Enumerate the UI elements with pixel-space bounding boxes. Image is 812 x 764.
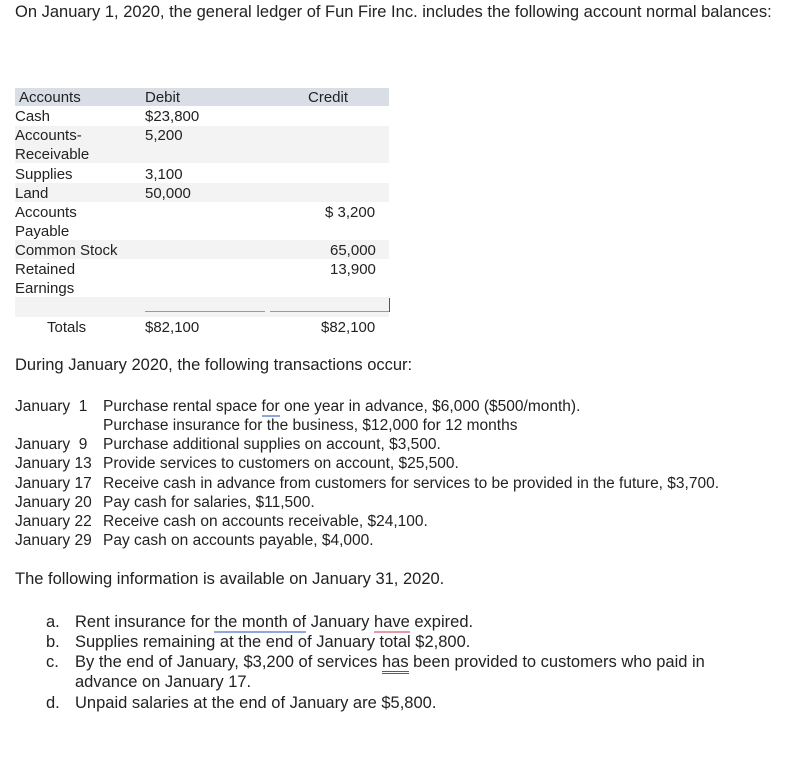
grammar-underline: has (382, 653, 409, 674)
credit-value: 13,900 (330, 261, 376, 278)
intro-paragraph: On January 1, 2020, the general ledger of Fun Fire Inc. includes the following account normal balances: (15, 3, 772, 21)
transactions-intro: During January 2020, the following transactions occur: (15, 356, 413, 374)
transaction-date: January 1 (15, 398, 88, 415)
credit-value: $ 3,200 (325, 204, 376, 221)
account-name-line2: Receivable (15, 146, 90, 163)
info-intro: The following information is available on January 31, 2020. (15, 570, 445, 588)
header-accounts: Accounts (19, 89, 81, 106)
row-band (15, 297, 389, 317)
account-name: Supplies (15, 166, 73, 183)
credit-total: $82,100 (321, 319, 376, 336)
transaction-date: January 29 (15, 532, 92, 549)
header-credit: Credit (308, 89, 349, 106)
credit-value: 65,000 (330, 242, 376, 259)
account-name: Land (15, 185, 49, 202)
transaction-date: January 13 (15, 455, 92, 472)
transaction-text: Provide services to customers on account, $25,500. (103, 455, 459, 472)
account-name-line2: Payable (15, 223, 70, 240)
account-name-line2: Earnings (15, 280, 75, 297)
account-name: Cash (15, 108, 51, 125)
account-name: Common Stock (15, 242, 118, 259)
list-marker: c. (46, 653, 59, 671)
account-name: Retained (15, 261, 76, 278)
transaction-text: Pay cash on accounts payable, $4,000. (103, 532, 374, 549)
transaction-text: Receive cash on accounts receivable, $24,100. (103, 513, 428, 530)
debit-value: 50,000 (145, 185, 191, 202)
list-marker: b. (46, 633, 60, 651)
cursor-mark (389, 298, 390, 312)
adjustment-text: Unpaid salaries at the end of January are $5,800. (75, 694, 437, 712)
debit-total: $82,100 (145, 319, 200, 336)
row-band (15, 183, 389, 202)
transaction-date: January 22 (15, 513, 92, 530)
credit-total-rule (270, 311, 390, 312)
spelling-underline: have (374, 613, 410, 631)
debit-value: 3,100 (145, 166, 183, 183)
debit-value: 5,200 (145, 127, 183, 144)
transaction-date: January 9 (15, 436, 88, 453)
list-marker: a. (46, 613, 60, 631)
grammar-underline: for (261, 398, 280, 415)
list-marker: d. (46, 694, 60, 712)
transaction-text: Pay cash for salaries, $11,500. (103, 494, 315, 511)
totals-label: Totals (47, 319, 87, 336)
account-name: Accounts (15, 204, 77, 221)
adjustment-text: Rent insurance for the month of January have expired. (75, 613, 474, 631)
adjustment-text: By the end of January, $3,200 of services has been provided to customers who paid in (75, 653, 705, 672)
transaction-text: Purchase additional supplies on account, $3,500. (103, 436, 441, 453)
transaction-text: Receive cash in advance from customers for services to be provided in the future, $3,700. (103, 475, 720, 492)
debit-value: $23,800 (145, 108, 200, 125)
grammar-underline: the month of (214, 613, 307, 631)
header-debit: Debit (145, 89, 181, 106)
transaction-text: Purchase rental space for one year in advance, $6,000 ($500/month). (103, 398, 581, 415)
transaction-date: January 17 (15, 475, 92, 492)
debit-total-rule (145, 311, 265, 312)
transaction-text: Purchase insurance for the business, $12,000 for 12 months (103, 417, 518, 434)
adjustment-text-line2: advance on January 17. (75, 673, 252, 691)
transaction-date: January 20 (15, 494, 92, 511)
adjustment-text: Supplies remaining at the end of January total $2,800. (75, 633, 471, 651)
account-name: Accounts- (15, 127, 82, 144)
